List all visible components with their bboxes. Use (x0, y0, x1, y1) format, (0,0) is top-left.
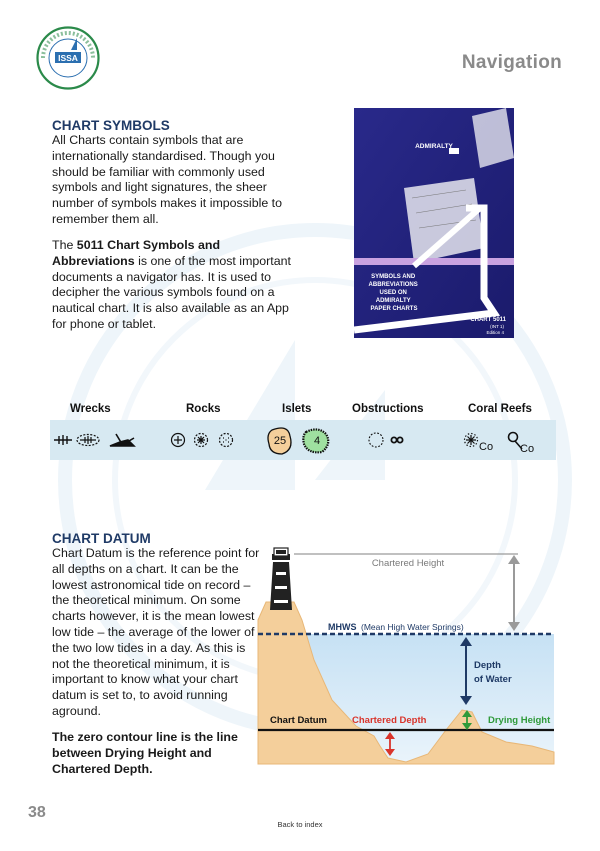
chart-datum-diagram (256, 540, 566, 770)
obstruction-foul-icon (391, 437, 402, 442)
svg-text:Co: Co (520, 443, 535, 455)
svg-text:ADMIRALTY: ADMIRALTY (415, 143, 453, 150)
svg-text:(INT 1): (INT 1) (490, 324, 504, 329)
svg-text:SYMBOLS AND ABBREVIATION: SYMBOLS AND ABBREVIATIONS USED ON ADMIRALTY PAPER CHARTS (368, 274, 418, 312)
rock-symbol-3-icon (220, 434, 233, 447)
chartered-depth-label: Chartered Depth (352, 715, 427, 726)
svg-text:Co: Co (479, 441, 494, 453)
islet-drying-icon (268, 428, 291, 454)
section-title: Navigation (461, 52, 562, 73)
depth-of-water-label-1: Depth (474, 660, 501, 671)
logo-mark: ISSA (58, 53, 78, 63)
rock-symbol-1-icon (172, 434, 185, 447)
wreck-symbol-3-icon (110, 434, 134, 446)
page-number: 38 (28, 804, 46, 821)
category-coral-reefs: Coral Reefs (468, 403, 532, 415)
issa-logo[interactable] (36, 26, 100, 90)
chart-symbols-5011-paragraph: The 5011 Chart Symbols and Abbreviations is one of the most important documents a navigator has. It is used to decipher the various symbols found on a nautical chart. It is also available as an App for phone or tablet. (52, 238, 291, 331)
coral-reef-symbol-1-icon (465, 434, 478, 447)
chart-5011-title: 5011 Chart Symbols and Abbreviations (52, 238, 221, 268)
wreck-symbol-2-icon (77, 435, 99, 446)
zero-contour-note: The zero contour line is the line between Drying Height and Chartered Depth. (52, 730, 238, 776)
category-rocks: Rocks (186, 403, 221, 415)
rock-symbol-2-icon (195, 434, 208, 447)
svg-text:Edition 4: Edition 4 (486, 330, 504, 335)
obstruction-symbol-icon (369, 433, 383, 447)
chart-symbols-intro: All Charts contain symbols that are internationally standardised. Though you should be familiar with commonly used symbols and light signatures, the sheer number of symbols makes it impossible to remember them all. (52, 133, 283, 226)
category-obstructions: Obstructions (352, 403, 424, 415)
svg-text:4: 4 (313, 435, 321, 447)
wreck-symbol-1-icon (54, 435, 72, 445)
symbols-strip (50, 420, 556, 460)
chart-datum-label: Chart Datum (270, 715, 328, 726)
drying-height-label: Drying Height (488, 715, 551, 726)
chart-5011-book-cover (354, 108, 514, 338)
mhws-full-label: (Mean High Water Springs) (361, 622, 464, 632)
lighthouse-icon (270, 548, 292, 610)
svg-text:25: 25 (273, 435, 287, 447)
back-to-index-link[interactable]: Back to index (277, 820, 323, 829)
depth-of-water-label-2: of Water (474, 674, 512, 685)
chart-datum-paragraph: Chart Datum is the reference point for all depths on a chart. It can be the lowest astronomical tide on record – the theoretical minimum. On some charts however, it is the mean lowest low tide – the average of the lower of the two low tides in a day. As this is not the theoretical minimum, it is important to know what your chart datum is set to, to avoid running aground. (52, 546, 260, 718)
category-islets: Islets (282, 403, 312, 415)
chart-datum-heading: CHART DATUM (52, 531, 151, 546)
svg-text:CHART 5011: CHART 5011 (470, 317, 506, 323)
islet-above-water-icon (303, 429, 328, 452)
chartered-height-label: Chartered Height (371, 558, 445, 569)
category-wrecks: Wrecks (70, 403, 111, 415)
mhws-label: MHWS (328, 622, 357, 632)
chart-symbols-heading: CHART SYMBOLS (52, 118, 170, 133)
